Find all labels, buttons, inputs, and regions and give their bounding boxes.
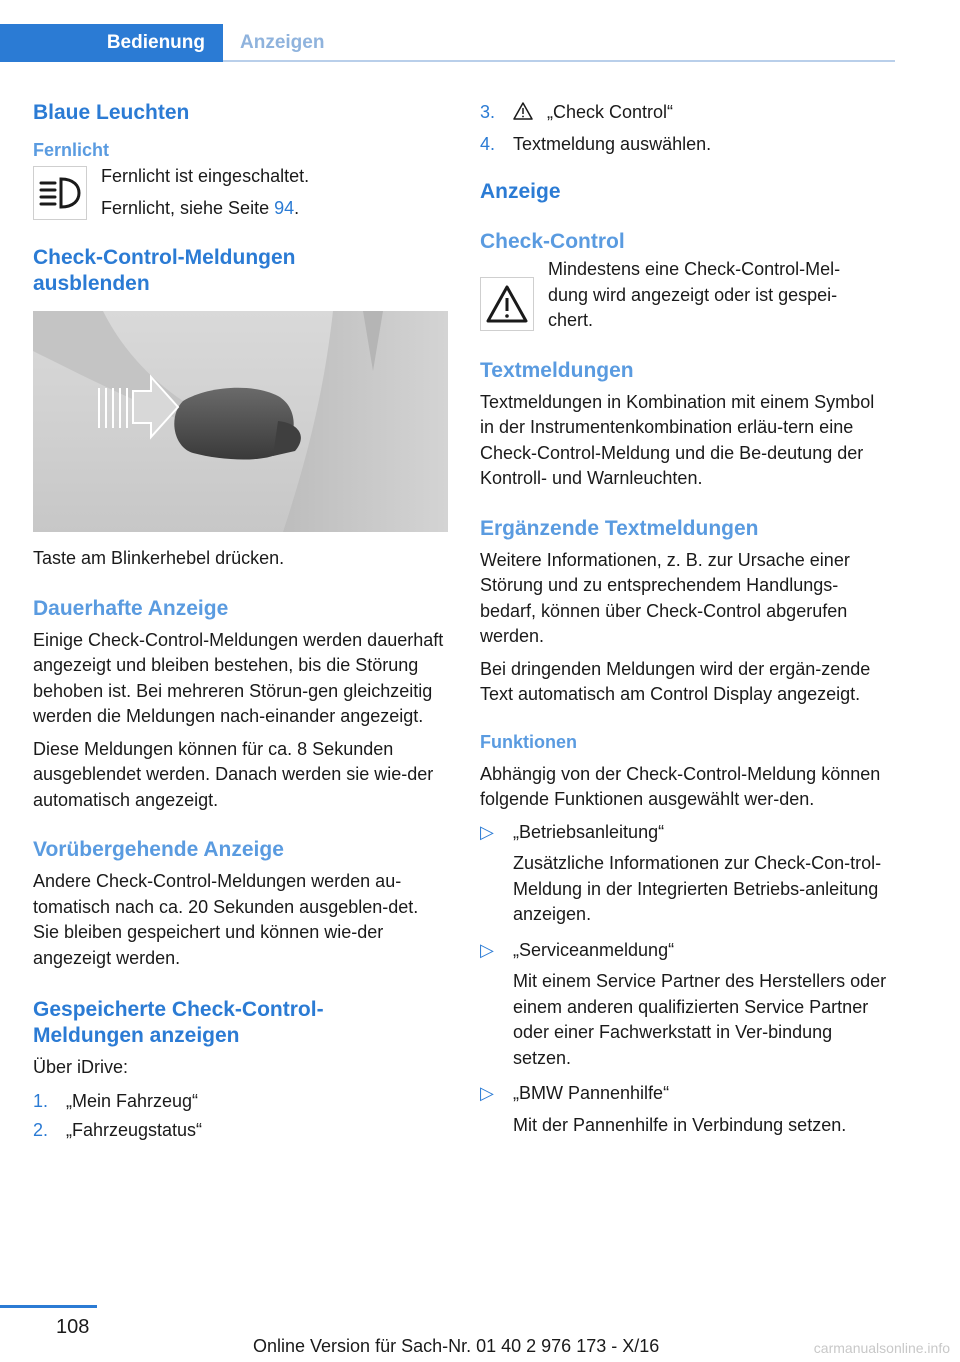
voruebergehend-text: Andere Check-Control-Meldungen werden au-tomatisch nach ca. 20 Sekunden ausgeblen-det. Sie bleiben gespeichert und können wie-der angezeigt werden. [33,871,419,968]
ergaenzend-text-1: Weitere Informationen, z. B. zur Ursache einer Störung und zu entsprechendem Handlungs-bedarf, können über Check-Control abgerufen werden. [480,549,850,646]
step-text: Textmeldung auswählen. [513,133,712,154]
lever-illustration [33,311,448,532]
heading-ausblenden: Check-Control-Meldungen ausblenden [33,246,296,295]
reference-text: Fernlicht, siehe Seite [101,197,275,218]
heading-check-control: Check-Control [480,230,625,253]
fernlicht-status: Fernlicht ist eingeschaltet. [101,166,310,186]
bullet-description: Zusätzliche Informationen zur Check-Con-trol-Meldung in der Integrierten Betriebs-anleitung anzeigen. [513,853,882,924]
step-number: 1. [33,1090,49,1111]
right-column [480,100,892,1138]
list-item [33,1089,448,1115]
ergaenzend-text-2: Bei dringenden Meldungen wird der ergän-zende Text automatisch am Control Display angezeigt. [480,658,871,704]
list-item [480,820,892,928]
heading-fernlicht: Fernlicht [33,140,110,160]
triangle-bullet-icon: ▷ [480,821,494,842]
heading-funktionen: Funktionen [480,731,577,752]
photo-caption: Taste am Blinkerhebel drücken. [33,548,285,568]
step-number: 2. [33,1120,49,1140]
fernlicht-reference [101,196,309,222]
textmeldungen-text: Textmeldungen in Kombination mit einem Symbol in der Instrumentenkombination erläu-tern eine Check-Control-Meldung und die Be-deutung der Kontroll- und Warnleuchten. [480,391,875,488]
bullet-content [513,820,892,928]
bullet-content [513,1081,846,1138]
high-beam-icon [33,166,87,220]
page-link-94[interactable]: 94 [274,197,295,218]
list-item [33,1118,448,1144]
heading-gespeichert: Gespeicherte Check-Control-Meldungen anzeigen [33,998,324,1047]
warning-triangle-icon [480,277,534,331]
header-tabs [0,24,895,62]
bullet-title: „Betriebsanleitung“ [513,821,665,842]
page-number: 108 [56,1316,90,1338]
step-number: 3. [480,102,496,122]
heading-ergaenzend: Ergänzende Textmeldungen [480,516,759,540]
gespeichert-intro: Über iDrive: [33,1057,129,1077]
dauerhaft-text-1: Einige Check-Control-Meldungen werden dauerhaft angezeigt und bleiben bestehen, bis die Störung behoben ist. Bei mehreren Störun-gen gleichzeitig werden die Meldungen nach-einander angezeigt. [33,629,444,726]
heading-textmeldungen: Textmeldungen [480,358,634,382]
watermark: carmanualsonline.info [813,1340,950,1356]
tab-anzeigen[interactable]: Anzeigen [240,32,325,53]
tab-bedienung[interactable]: Bedienung [0,24,223,62]
steps-list-left [33,1089,448,1144]
check-control-text: Mindestens eine Check-Control-Mel-dung wird angezeigt oder ist gespei-chert. [548,259,841,330]
heading-voruebergehend: Vorübergehende Anzeige [33,838,284,861]
list-item [480,100,892,126]
lever-photo [33,311,448,532]
triangle-bullet-icon: ▷ [480,939,494,960]
step-text: „Check Control“ [547,102,674,122]
bullet-title: „BMW Pannenhilfe“ [513,1083,670,1103]
tab-underline [223,60,895,62]
heading-anzeige: Anzeige [480,180,561,203]
step-number: 4. [480,133,496,154]
list-item [480,1081,892,1138]
list-item [480,938,892,1072]
version-footnote: Online Version für Sach-Nr. 01 40 2 976 173 - X/16 [253,1336,660,1356]
bullet-description: Mit einem Service Partner des Herstellers oder einem anderen qualifizierten Service Partner oder einer Fachwerkstatt in Ver-bindung setzen. [513,971,887,1068]
bullet-title: „Serviceanmeldung“ [513,939,675,960]
check-control-row [480,257,892,334]
heading-blaue-leuchten: Blaue Leuchten [33,101,190,124]
step-text: „Mein Fahrzeug“ [66,1090,199,1111]
warning-triangle-icon [513,100,537,126]
fernlicht-row [33,166,448,221]
step-text: „Fahrzeugstatus“ [66,1120,203,1140]
list-item [480,132,892,158]
reference-period: . [294,197,300,218]
dauerhaft-text-2: Diese Meldungen können für ca. 8 Sekunden ausgeblendet werden. Danach werden sie wie-der automatisch angezeigt. [33,738,434,810]
triangle-bullet-icon: ▷ [480,1083,494,1103]
bullet-description: Mit der Pannenhilfe in Verbindung setzen. [513,1114,847,1135]
steps-list-right [480,100,892,157]
functions-list [480,820,892,1139]
funktionen-text: Abhängig von der Check-Control-Meldung können folgende Funktionen ausgewählt wer-den. [480,763,881,809]
bullet-content [513,938,892,1072]
heading-dauerhaft: Dauerhafte Anzeige [33,596,229,620]
footer-rule [0,1305,97,1308]
fernlicht-text [101,166,309,221]
left-column [33,100,448,1144]
